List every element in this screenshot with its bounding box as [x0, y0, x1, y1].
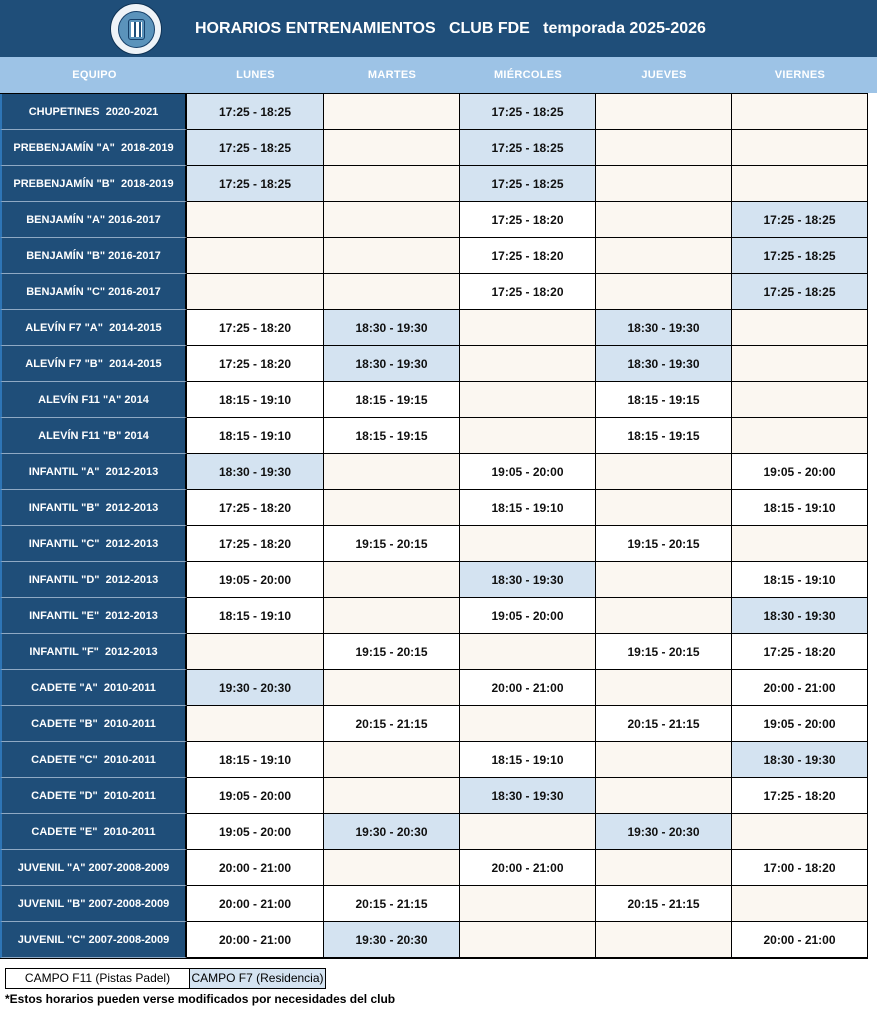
schedule-cell-empty [596, 94, 732, 130]
schedule-cell-empty [732, 346, 868, 382]
legend [5, 968, 877, 989]
column-header-miercoles: MIÉRCOLES [493, 69, 563, 81]
team-cell: JUVENIL "C" 2007-2008-2009 [0, 922, 187, 958]
schedule-cell: 17:25 - 18:20 [460, 238, 596, 274]
schedule-cell: 18:15 - 19:10 [460, 742, 596, 778]
schedule-cell-empty [732, 166, 868, 202]
schedule-cell: 18:30 - 19:30 [596, 310, 732, 346]
header-band [0, 0, 877, 57]
schedule-cell-empty [460, 706, 596, 742]
schedule-cell: 17:25 - 18:20 [187, 310, 324, 346]
schedule-cell: 19:05 - 20:00 [460, 454, 596, 490]
schedule-cell: 19:15 - 20:15 [596, 526, 732, 562]
schedule-cell: 17:25 - 18:25 [460, 94, 596, 130]
team-cell: CADETE "B" 2010-2011 [0, 706, 187, 742]
schedule-cell-empty [596, 670, 732, 706]
schedule-cell: 20:15 - 21:15 [596, 886, 732, 922]
schedule-cell-empty [460, 814, 596, 850]
team-cell: PREBENJAMÍN "A" 2018-2019 [0, 130, 187, 166]
schedule-cell: 20:15 - 21:15 [324, 706, 460, 742]
schedule-cell: 20:15 - 21:15 [324, 886, 460, 922]
schedule-cell: 17:25 - 18:20 [187, 490, 324, 526]
schedule-cell-empty [187, 274, 324, 310]
schedule-cell: 19:05 - 20:00 [187, 814, 324, 850]
schedule-cell: 18:15 - 19:15 [596, 418, 732, 454]
schedule-cell: 20:15 - 21:15 [596, 706, 732, 742]
schedule-cell: 17:25 - 18:20 [460, 202, 596, 238]
schedule-cell-empty [596, 274, 732, 310]
schedule-cell: 17:25 - 18:25 [732, 238, 868, 274]
schedule-cell-empty [324, 850, 460, 886]
schedule-cell: 20:00 - 21:00 [460, 670, 596, 706]
schedule-cell: 20:00 - 21:00 [187, 922, 324, 958]
team-cell: ALEVÍN F11 "A" 2014 [0, 382, 187, 418]
schedule-cell: 18:30 - 19:30 [732, 742, 868, 778]
schedule-cell: 18:15 - 19:15 [324, 418, 460, 454]
page-title: HORARIOS ENTRENAMIENTOS CLUB FDE temporada 2025-2026 [195, 20, 706, 37]
schedule-cell: 19:05 - 20:00 [460, 598, 596, 634]
schedule-cell: 18:15 - 19:10 [187, 598, 324, 634]
schedule-cell-empty [324, 598, 460, 634]
team-cell: CADETE "C" 2010-2011 [0, 742, 187, 778]
team-cell: CADETE "A" 2010-2011 [0, 670, 187, 706]
schedule-cell: 19:15 - 20:15 [324, 634, 460, 670]
schedule-cell: 19:05 - 20:00 [732, 706, 868, 742]
team-cell: BENJAMÍN "C" 2016-2017 [0, 274, 187, 310]
schedule-cell-empty [460, 886, 596, 922]
schedule-cell-empty [596, 166, 732, 202]
team-cell: JUVENIL "B" 2007-2008-2009 [0, 886, 187, 922]
schedule-cell: 18:15 - 19:10 [187, 742, 324, 778]
schedule-cell: 18:15 - 19:10 [732, 490, 868, 526]
club-crest-inner-circle [118, 11, 155, 48]
schedule-cell: 20:00 - 21:00 [460, 850, 596, 886]
schedule-cell: 19:30 - 20:30 [187, 670, 324, 706]
team-cell: BENJAMÍN "B" 2016-2017 [0, 238, 187, 274]
schedule-cell-empty [324, 670, 460, 706]
team-cell: INFANTIL "B" 2012-2013 [0, 490, 187, 526]
schedule-cell: 19:05 - 20:00 [187, 778, 324, 814]
schedule-cell: 18:30 - 19:30 [732, 598, 868, 634]
schedule-cell: 20:00 - 21:00 [187, 886, 324, 922]
schedule-cell: 18:15 - 19:15 [324, 382, 460, 418]
team-cell: BENJAMÍN "A" 2016-2017 [0, 202, 187, 238]
schedule-cell: 17:25 - 18:25 [187, 94, 324, 130]
schedule-cell: 19:30 - 20:30 [324, 814, 460, 850]
schedule-cell-empty [460, 634, 596, 670]
schedule-cell-empty [187, 238, 324, 274]
schedule-cell-empty [732, 418, 868, 454]
schedule-cell-empty [596, 598, 732, 634]
schedule-cell: 17:25 - 18:25 [460, 130, 596, 166]
team-cell: ALEVÍN F11 "B" 2014 [0, 418, 187, 454]
schedule-cell: 19:15 - 20:15 [324, 526, 460, 562]
schedule-cell-empty [596, 202, 732, 238]
schedule-cell-empty [187, 634, 324, 670]
schedule-cell-empty [596, 778, 732, 814]
schedule-cell-empty [324, 238, 460, 274]
schedule-cell: 17:25 - 18:25 [732, 202, 868, 238]
column-header-jueves: JUEVES [641, 69, 687, 81]
schedule-cell: 18:15 - 19:15 [596, 382, 732, 418]
column-header-lunes: LUNES [236, 69, 275, 81]
schedule-cell: 18:30 - 19:30 [460, 562, 596, 598]
schedule-cell: 17:25 - 18:20 [460, 274, 596, 310]
schedule-cell-empty [596, 490, 732, 526]
schedule-cell: 20:00 - 21:00 [732, 670, 868, 706]
schedule-cell-empty [732, 130, 868, 166]
schedule-cell-empty [324, 130, 460, 166]
column-header-equipo: EQUIPO [72, 69, 117, 81]
schedule-cell: 17:00 - 18:20 [732, 850, 868, 886]
schedule-cell: 17:25 - 18:20 [732, 634, 868, 670]
schedule-cell: 18:30 - 19:30 [596, 346, 732, 382]
schedule-cell-empty [596, 850, 732, 886]
club-crest-icon [110, 3, 162, 55]
schedule-cell-empty [460, 526, 596, 562]
schedule-cell: 19:30 - 20:30 [324, 922, 460, 958]
team-cell: INFANTIL "E" 2012-2013 [0, 598, 187, 634]
schedule-cell: 20:00 - 21:00 [187, 850, 324, 886]
schedule-cell-empty [732, 310, 868, 346]
schedule-cell-empty [732, 94, 868, 130]
schedule-cell: 19:15 - 20:15 [596, 634, 732, 670]
schedule-cell-empty [596, 130, 732, 166]
schedule-cell-empty [324, 778, 460, 814]
schedule-table [0, 93, 868, 959]
schedule-cell: 18:15 - 19:10 [732, 562, 868, 598]
schedule-cell-empty [324, 562, 460, 598]
schedule-cell: 18:30 - 19:30 [324, 346, 460, 382]
schedule-cell-empty [187, 706, 324, 742]
team-cell: CADETE "D" 2010-2011 [0, 778, 187, 814]
schedule-cell-empty [187, 202, 324, 238]
schedule-cell-empty [460, 346, 596, 382]
schedule-cell: 17:25 - 18:25 [187, 130, 324, 166]
schedule-cell-empty [596, 562, 732, 598]
team-cell: PREBENJAMÍN "B" 2018-2019 [0, 166, 187, 202]
team-cell: ALEVÍN F7 "A" 2014-2015 [0, 310, 187, 346]
schedule-cell: 18:15 - 19:10 [460, 490, 596, 526]
schedule-cell: 19:05 - 20:00 [187, 562, 324, 598]
schedule-cell-empty [596, 238, 732, 274]
schedule-cell: 18:30 - 19:30 [187, 454, 324, 490]
legend-campo-f7: CAMPO F7 (Residencia) [190, 968, 326, 989]
schedule-cell: 18:15 - 19:10 [187, 418, 324, 454]
club-crest-monogram [128, 19, 145, 40]
schedule-cell-empty [324, 166, 460, 202]
schedule-cell: 17:25 - 18:25 [732, 274, 868, 310]
team-cell: INFANTIL "F" 2012-2013 [0, 634, 187, 670]
schedule-cell: 17:25 - 18:25 [460, 166, 596, 202]
footnote: *Estos horarios pueden verse modificados por necesidades del club [5, 992, 396, 1006]
schedule-cell-empty [324, 490, 460, 526]
schedule-cell-empty [460, 382, 596, 418]
schedule-cell: 19:05 - 20:00 [732, 454, 868, 490]
column-header-martes: MARTES [367, 69, 417, 81]
column-header-band [0, 57, 877, 93]
schedule-cell: 18:30 - 19:30 [460, 778, 596, 814]
schedule-cell-empty [732, 526, 868, 562]
schedule-cell: 17:25 - 18:20 [187, 526, 324, 562]
team-cell: INFANTIL "A" 2012-2013 [0, 454, 187, 490]
team-cell: INFANTIL "C" 2012-2013 [0, 526, 187, 562]
legend-campo-f11: CAMPO F11 (Pistas Padel) [5, 968, 190, 989]
schedule-cell-empty [732, 886, 868, 922]
schedule-cell: 18:15 - 19:10 [187, 382, 324, 418]
schedule-cell-empty [324, 454, 460, 490]
schedule-cell-empty [596, 742, 732, 778]
schedule-cell: 19:30 - 20:30 [596, 814, 732, 850]
schedule-cell-empty [324, 202, 460, 238]
schedule-cell-empty [732, 382, 868, 418]
team-cell: INFANTIL "D" 2012-2013 [0, 562, 187, 598]
schedule-cell: 18:30 - 19:30 [324, 310, 460, 346]
schedule-cell-empty [596, 922, 732, 958]
team-cell: JUVENIL "A" 2007-2008-2009 [0, 850, 187, 886]
schedule-cell-empty [324, 274, 460, 310]
team-cell: CADETE "E" 2010-2011 [0, 814, 187, 850]
team-cell: ALEVÍN F7 "B" 2014-2015 [0, 346, 187, 382]
schedule-cell: 17:25 - 18:20 [187, 346, 324, 382]
schedule-cell-empty [324, 742, 460, 778]
schedule-cell-empty [460, 418, 596, 454]
schedule-cell-empty [460, 922, 596, 958]
schedule-cell-empty [596, 454, 732, 490]
schedule-cell-empty [460, 310, 596, 346]
team-cell: CHUPETINES 2020-2021 [0, 94, 187, 130]
column-header-viernes: VIERNES [774, 69, 826, 81]
schedule-cell: 17:25 - 18:25 [187, 166, 324, 202]
schedule-cell: 17:25 - 18:20 [732, 778, 868, 814]
schedule-cell: 20:00 - 21:00 [732, 922, 868, 958]
schedule-cell-empty [732, 814, 868, 850]
schedule-cell-empty [324, 94, 460, 130]
